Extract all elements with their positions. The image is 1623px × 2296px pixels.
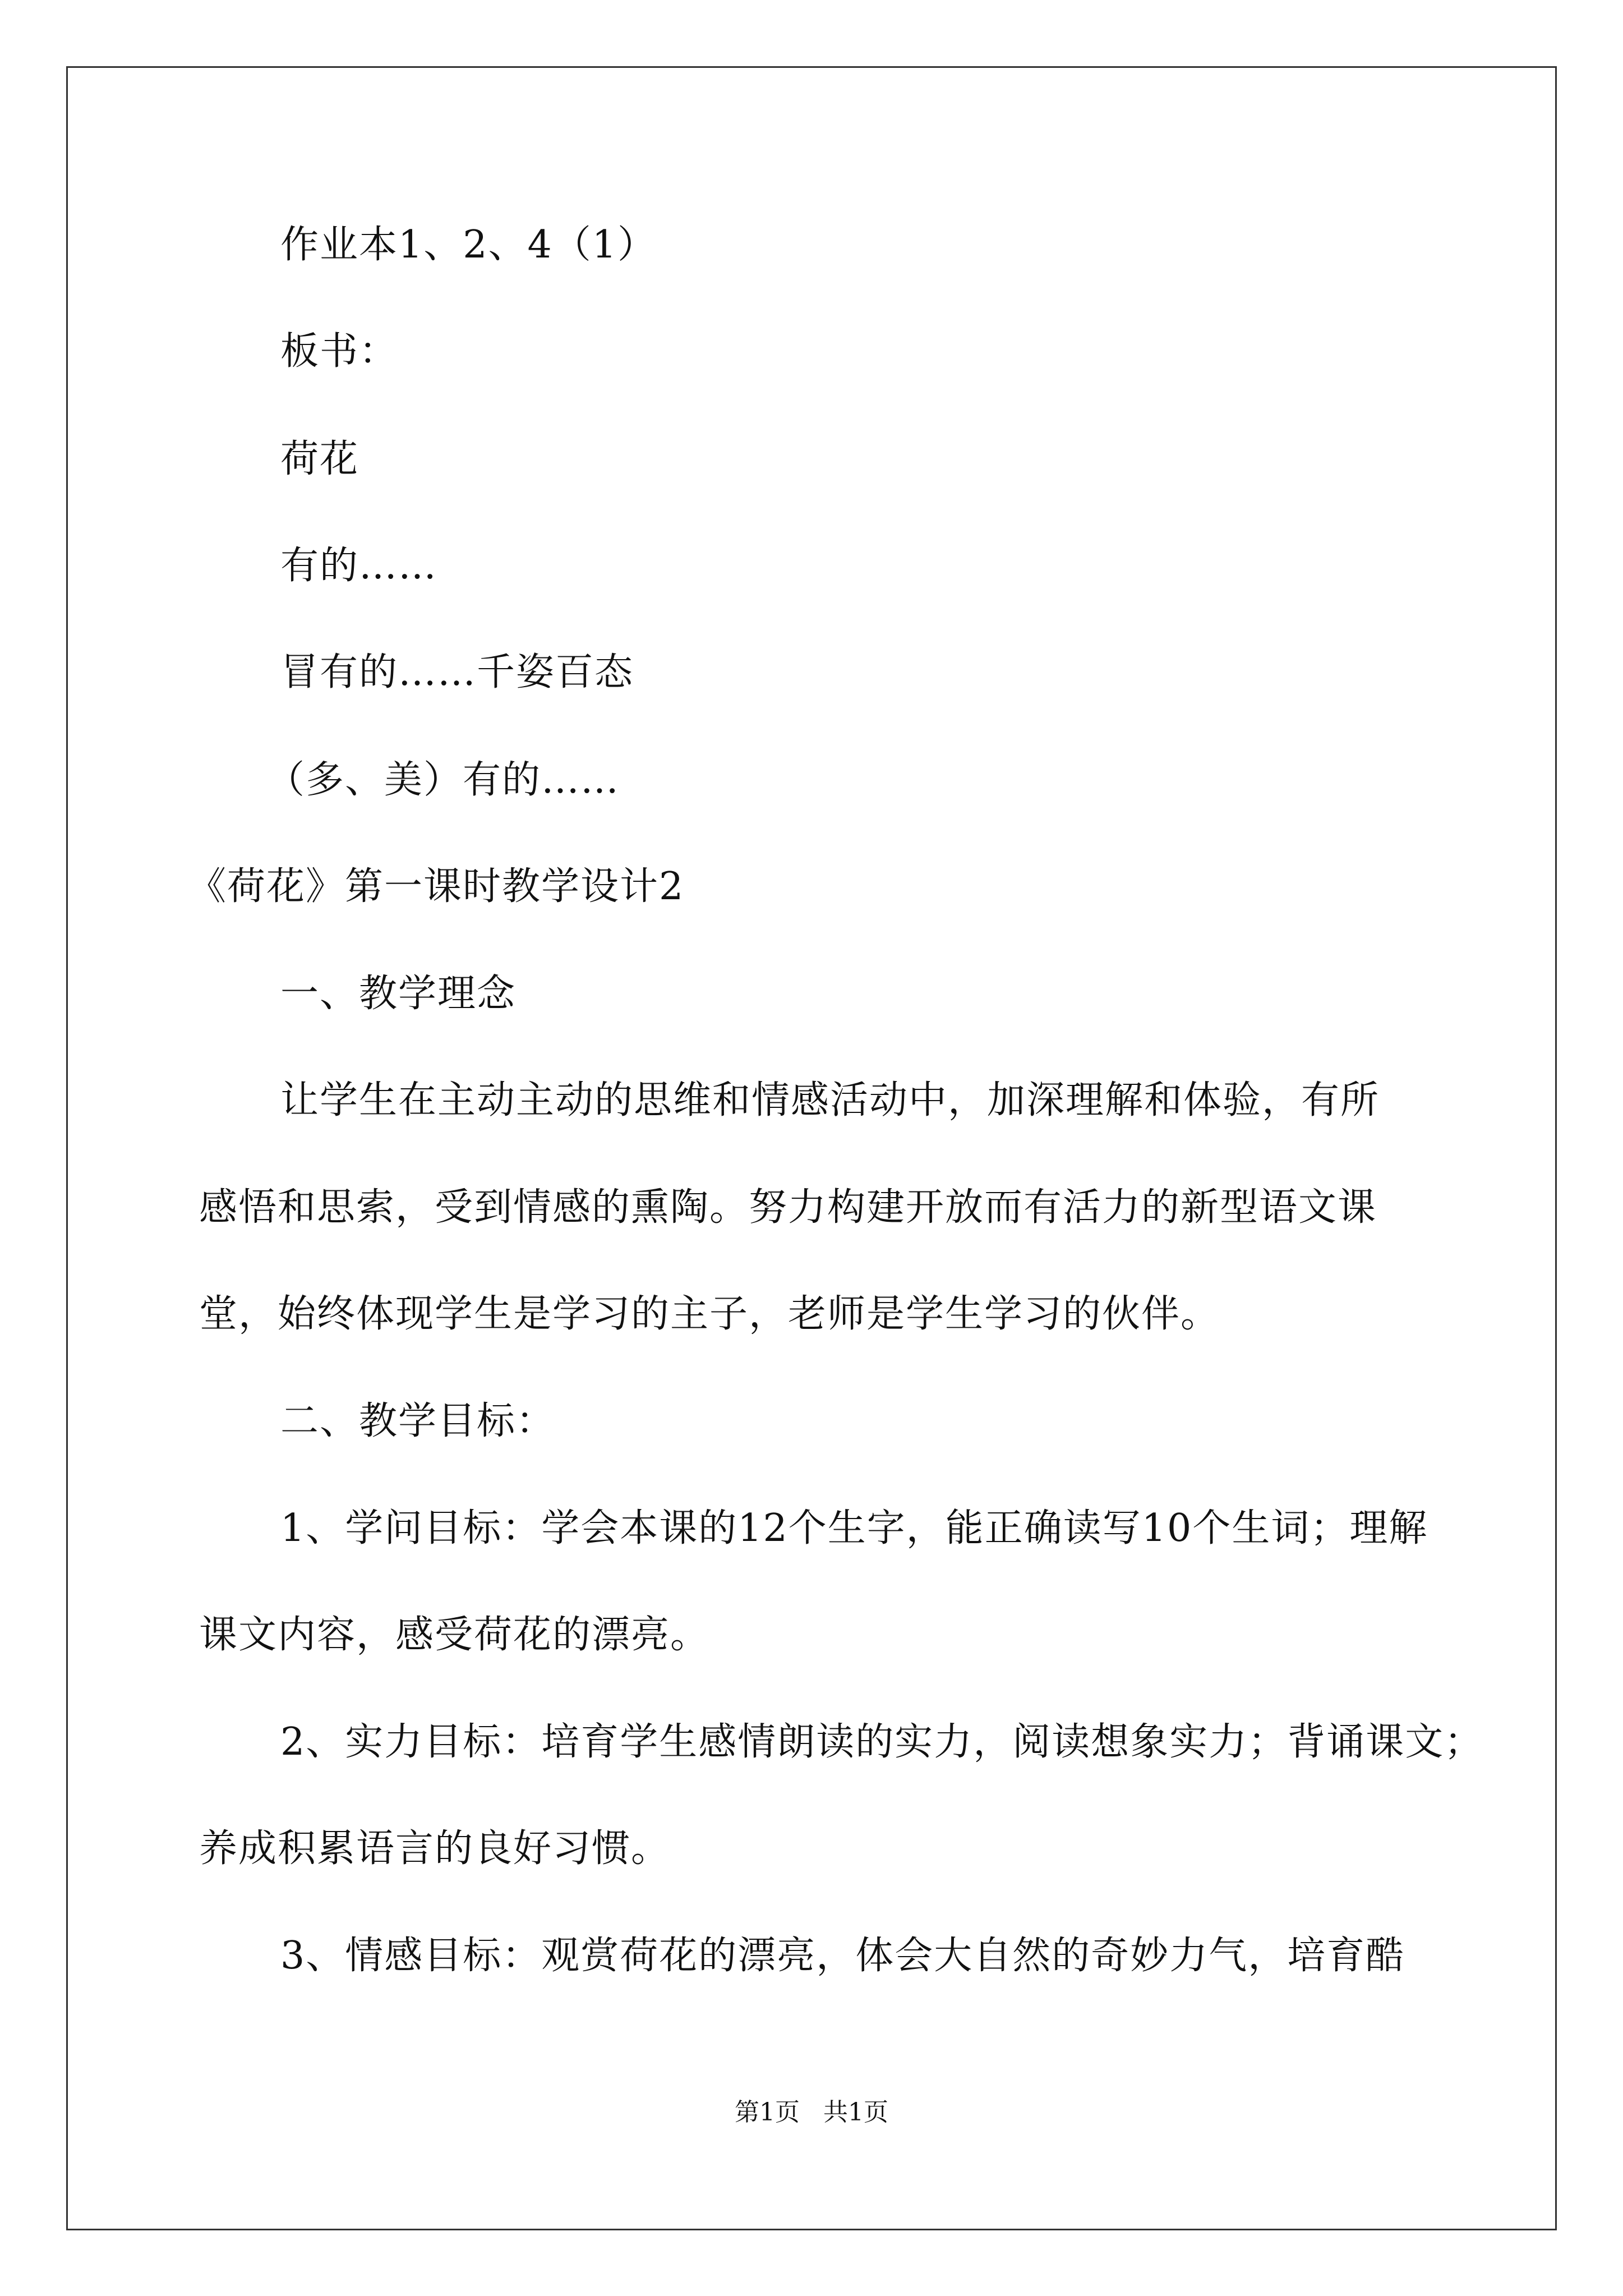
board-title-lotus: 荷花 <box>280 437 359 481</box>
homework-line: 作业本1、2、4（1） <box>280 223 657 267</box>
page-border <box>66 66 1557 2230</box>
paragraph-line: 感悟和思索，受到情感的熏陶。努力构建开放而有活力的新型语文课 <box>199 1185 1377 1230</box>
board-line-3: （多、美）有的…… <box>266 758 620 802</box>
board-line-2: 冒有的……千姿百态 <box>280 650 634 694</box>
paragraph-line: 养成积累语言的良好习惯。 <box>199 1826 671 1871</box>
paragraph-line: 堂，始终体现学生是学习的主子，老师是学生学习的伙伴。 <box>199 1292 1220 1336</box>
board-line-1: 有的…… <box>280 544 438 588</box>
paragraph-line: 课文内容，感受荷花的漂亮。 <box>199 1613 710 1657</box>
paragraph-line: 3、情感目标：观赏荷花的漂亮，体会大自然的奇妙力气，培育酷 <box>280 1934 1405 1978</box>
page-footer: 第1页 共1页 <box>735 2098 888 2127</box>
section-title: 《荷花》第一课时教学设计2 <box>188 864 685 909</box>
heading-teaching-philosophy: 一、教学理念 <box>280 972 517 1016</box>
paragraph-line: 2、实力目标：培育学生感情朗读的实力，阅读想象实力；背诵课文； <box>280 1720 1484 1764</box>
heading-teaching-goals: 二、教学目标： <box>280 1399 556 1443</box>
paragraph-line: 1、学问目标：学会本课的12个生字，能正确读写10个生词；理解 <box>280 1506 1428 1550</box>
board-writing-label: 板书： <box>280 329 399 374</box>
paragraph-line: 让学生在主动主动的思维和情感活动中，加深理解和体验，有所 <box>280 1078 1380 1122</box>
